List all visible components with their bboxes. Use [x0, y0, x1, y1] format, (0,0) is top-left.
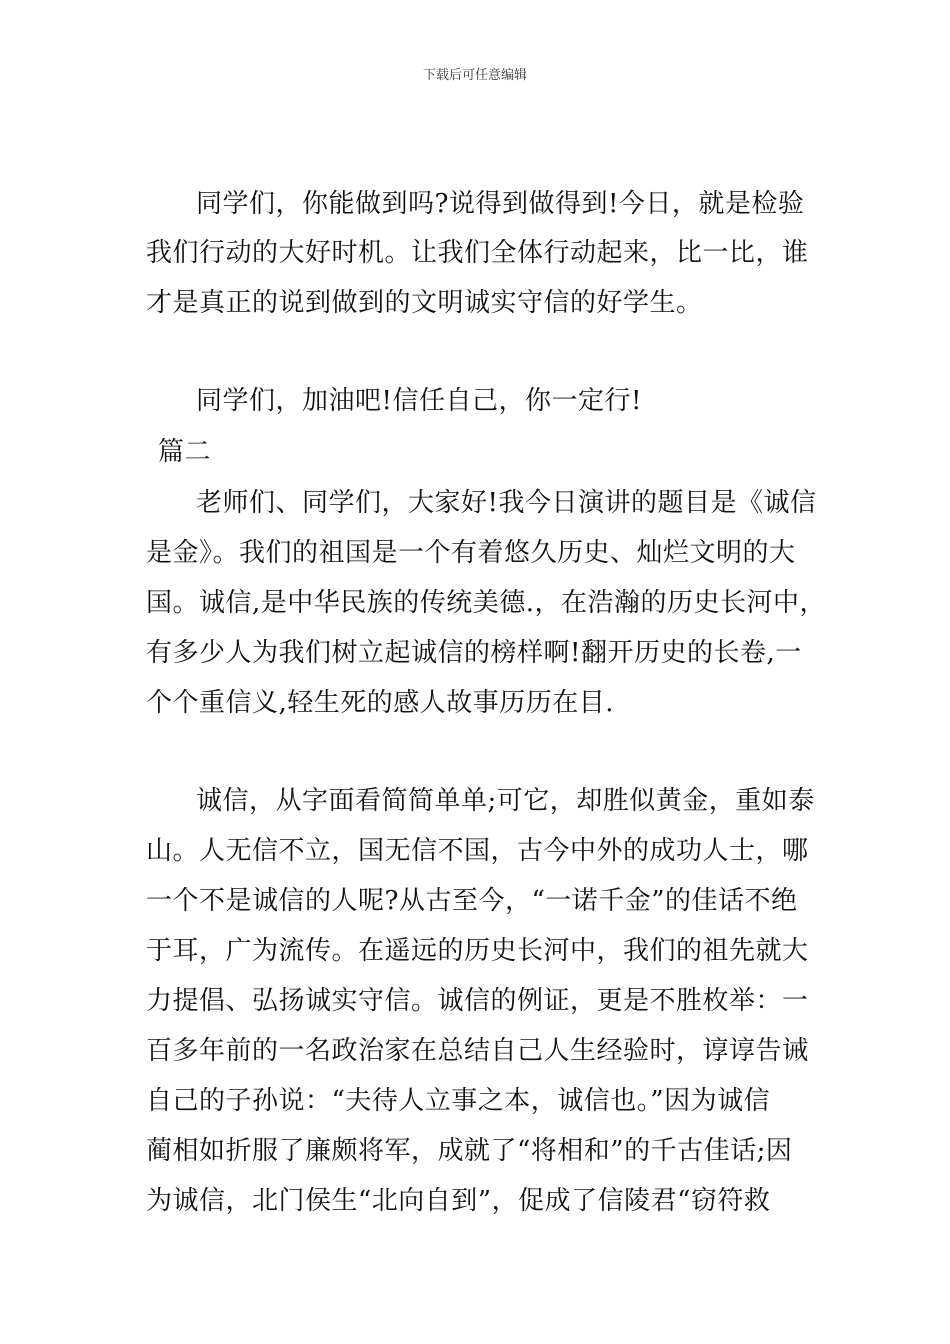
paragraph-line: 同学们，你能做到吗?说得到做得到!今日，就是检验: [196, 189, 805, 219]
paragraph-line: 我们行动的大好时机。让我们全体行动起来，比一比，谁: [146, 238, 809, 268]
paragraph-line: 力提倡、弘扬诚实守信。诚信的例证，更是不胜枚举：一: [146, 986, 809, 1016]
paragraph-line: 于耳，广为流传。在遥远的历史长河中，我们的祖先就大: [146, 936, 809, 966]
paragraph-line: 有多少人为我们树立起诚信的榜样啊!翻开历史的长卷,一: [146, 638, 802, 668]
paragraph-line: 百多年前的一名政治家在总结自己人生经验时，谆谆告诫: [146, 1036, 809, 1066]
section-heading: 篇二: [158, 437, 212, 467]
paragraph-line: 老师们、同学们，大家好!我今日演讲的题目是《诚信: [196, 488, 817, 518]
page-header: 下载后可任意编辑: [422, 68, 527, 83]
paragraph-line: 国。诚信,是中华民族的传统美德.，在浩瀚的历史长河中，: [146, 588, 827, 618]
paragraph-line: 个个重信义,轻生死的感人故事历历在目.: [146, 688, 615, 718]
paragraph-line: 是金》。我们的祖国是一个有着悠久历史、灿烂文明的大: [146, 538, 796, 568]
paragraph-line: 自己的子孙说：“夫待人立事之本，诚信也。”因为诚信: [146, 1086, 771, 1116]
paragraph-line: 山。人无信不立，国无信不国，古今中外的成功人士，哪: [146, 836, 809, 866]
paragraph-line: 才是真正的说到做到的文明诚实守信的好学生。: [146, 288, 703, 318]
paragraph-line: 诚信，从字面看简简单单;可它，却胜似黄金，重如泰: [196, 786, 815, 816]
paragraph-line: 一个不是诚信的人呢?从古至今，“一诺千金”的佳话不绝: [146, 886, 798, 916]
paragraph-line: 同学们，加油吧!信任自己，你一定行!: [196, 386, 642, 416]
paragraph-line: 蔺相如折服了廉颇将军，成就了“将相和”的千古佳话;因: [146, 1136, 793, 1166]
paragraph-line: 为诚信，北门侯生“北向自到”，促成了信陵君“窃符救: [146, 1186, 771, 1216]
